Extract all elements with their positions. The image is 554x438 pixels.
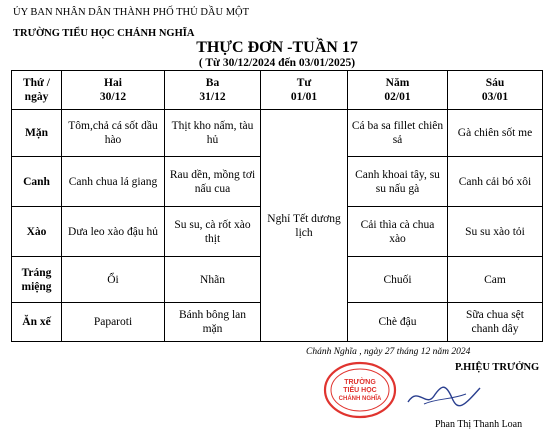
stamp-text-3: CHÁNH NGHĨA — [338, 396, 382, 402]
cell-mon-an-xe: Paparoti — [62, 303, 165, 342]
row-label-canh: Canh — [12, 157, 62, 207]
signer-name: Phan Thị Thanh Loan — [435, 419, 523, 430]
org-name-city: ỦY BAN NHÂN DÂN THÀNH PHỐ THỦ DẦU MỘT — [13, 7, 250, 18]
signer-title: P.HIỆU TRƯỞNG — [455, 362, 540, 373]
cell-mon-canh: Canh chua lá giang — [62, 157, 165, 207]
cell-thu-man: Cá ba sa fillet chiên sả — [348, 110, 448, 157]
cell-tue-xao: Su su, cà rốt xào thịt — [165, 207, 261, 257]
header-thursday: Năm 02/01 — [348, 71, 448, 110]
cell-tue-trang-mieng: Nhãn — [165, 257, 261, 303]
cell-tue-man: Thịt kho nấm, tàu hủ — [165, 110, 261, 157]
cell-fri-xao: Su su xào tỏi — [448, 207, 543, 257]
stamp-text-1: TRƯỜNG — [344, 379, 376, 386]
cell-thu-xao: Cải thìa cà chua xào — [348, 207, 448, 257]
handwritten-signature — [404, 378, 484, 412]
place-and-date: Chánh Nghĩa , ngày 27 tháng 12 năm 2024 — [306, 347, 471, 357]
cell-thu-an-xe: Chè đậu — [348, 303, 448, 342]
cell-fri-man: Gà chiên sốt me — [448, 110, 543, 157]
header-tuesday: Ba 31/12 — [165, 71, 261, 110]
cell-tue-an-xe: Bánh bông lan mặn — [165, 303, 261, 342]
header-wednesday: Tư 01/01 — [261, 71, 348, 110]
row-label-xao: Xào — [12, 207, 62, 257]
cell-fri-an-xe: Sữa chua sệt chanh dây — [448, 303, 543, 342]
cell-mon-man: Tôm,chả cá sốt dầu hào — [62, 110, 165, 157]
holiday-cell: Nghỉ Tết dương lịch — [261, 110, 348, 342]
day-date-header: Thứ / ngày — [12, 71, 62, 110]
menu-title: THỰC ĐƠN -TUẦN 17 — [196, 39, 358, 56]
header-friday: Sáu 03/01 — [448, 71, 543, 110]
row-label-an-xe: Ăn xế — [12, 303, 62, 342]
school-name: TRƯỜNG TIỂU HỌC CHÁNH NGHĨA — [13, 28, 195, 39]
cell-fri-trang-mieng: Cam — [448, 257, 543, 303]
cell-mon-trang-mieng: Ổi — [62, 257, 165, 303]
cell-fri-canh: Canh cải bó xôi — [448, 157, 543, 207]
cell-tue-canh: Rau dền, mồng tơi nấu cua — [165, 157, 261, 207]
menu-date-range: ( Từ 30/12/2024 đến 03/01/2025) — [198, 57, 356, 69]
stamp-text-2: TIỂU HỌC — [343, 387, 377, 394]
header-monday: Hai 30/12 — [62, 71, 165, 110]
table-header-row — [12, 71, 543, 110]
school-stamp — [322, 360, 398, 420]
row-label-man: Mặn — [12, 110, 62, 157]
cell-mon-xao: Dưa leo xào đậu hủ — [62, 207, 165, 257]
weekly-menu-table — [11, 70, 543, 342]
cell-thu-canh: Canh khoai tây, su su nấu gà — [348, 157, 448, 207]
table-row — [12, 110, 543, 157]
cell-thu-trang-mieng: Chuối — [348, 257, 448, 303]
row-label-trang-mieng: Tráng miệng — [12, 257, 62, 303]
